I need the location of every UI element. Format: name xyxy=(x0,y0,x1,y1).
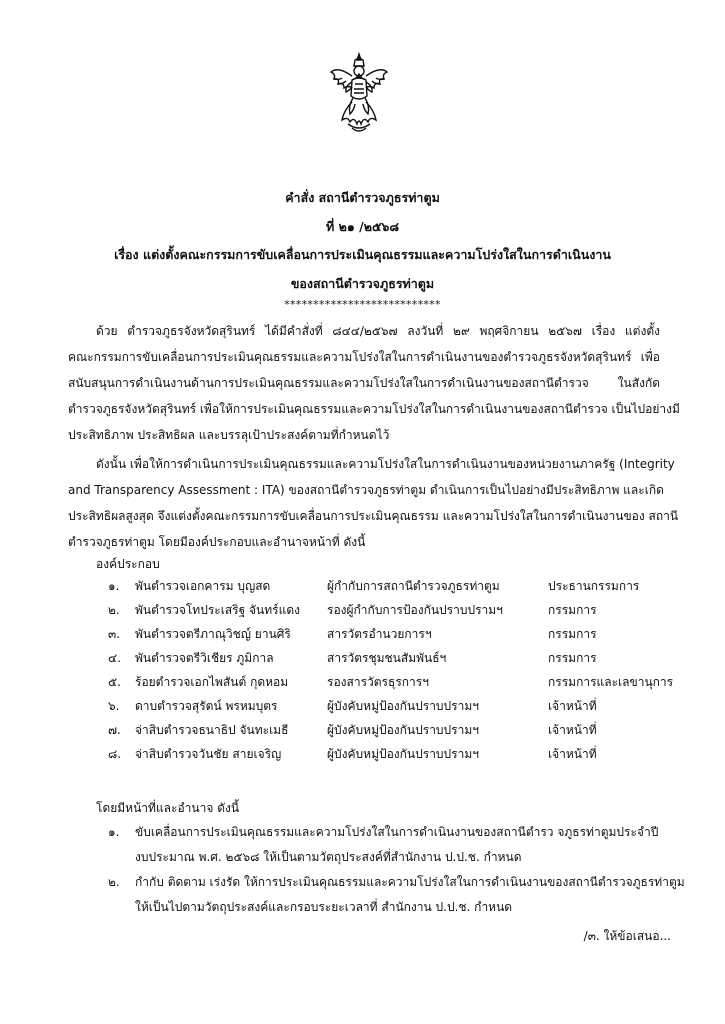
paragraph-line: and Transparency Assessment : ITA) ของสถานีตำรวจภูธรท่าตูม ดำเนินการเป็นไปอย่างมีประสิทธิภาพ และเกิด xyxy=(68,483,664,497)
member-position: ผู้กำกับการสถานีตำรวจภูธรท่าตูม xyxy=(327,579,500,593)
order-subject-continued: ของสถานีตำรวจภูธรท่าตูม xyxy=(290,276,435,291)
member-name: จ่าสิบตำรวจธนาธิป จันทะเมธี xyxy=(135,723,289,737)
member-position: รองผู้กำกับการป้องกันปราบปรามฯ xyxy=(327,603,503,617)
member-position: สารวัตรอำนวยการฯ xyxy=(327,627,432,641)
member-position: ผู้บังคับหมู่ป้องกันปราบปรามฯ xyxy=(327,747,479,761)
member-role: กรรมการ xyxy=(548,603,597,617)
duty-text: ให้เป็นไปตามวัตถุประสงค์และกรอบระยะเวลาที่ สำนักงาน ป.ป.ช. กำหนด xyxy=(135,900,513,914)
member-number: ๑. xyxy=(108,579,120,593)
paragraph-line: ประสิทธิภาพ ประสิทธิผล และบรรลุเป้าประสงค์ตามที่กำหนดไว้ xyxy=(68,428,390,442)
member-number: ๕. xyxy=(108,675,121,689)
member-name: พันตำรวจตรีวิเชียร ภูมิกาล xyxy=(135,651,274,665)
member-role: ประธานกรรมการ xyxy=(548,579,640,593)
paragraph-decision xyxy=(68,451,679,555)
paragraph-line: ด้วย ตำรวจภูธรจังหวัดสุรินทร์ ได้มีคำสั่งที่ ๘๔๔/๒๕๖๗ ลงวันที่ ๒๙ พฤศจิกายน ๒๕๖๗ เรื่อง แต่งตั้ง xyxy=(96,324,660,338)
member-name: ร้อยตำรวจเอกไพสันต์ กุดหอม xyxy=(135,675,289,689)
header-separator: *************************** xyxy=(284,298,441,311)
paragraph-line: ประสิทธิผลสูงสุด จึงแต่งตั้งคณะกรรมการขับเคลื่อนการประเมินคุณธรรม และความโปร่งใสในการดำเนินงานของ สถานี xyxy=(68,509,679,523)
member-role: เจ้าหน้าที่ xyxy=(548,723,597,737)
member-name: พันตำรวจเอกคารม บุญสด xyxy=(135,579,271,593)
duty-number: ๑. xyxy=(108,825,120,839)
member-name: พันตำรวจโทประเสริฐ จันทร์แดง xyxy=(135,603,301,617)
order-title: คำสั่ง สถานีตำรวจภูธรท่าตูม xyxy=(285,190,440,205)
paragraph-line: ตำรวจภูธรจังหวัดสุรินทร์ เพื่อให้การประเมินคุณธรรมและความโปร่งใสในการดำเนินงานของสถานีตำรวจ เป็นไปอย่างมี xyxy=(68,402,680,416)
duty-text: กำกับ ติดตาม เร่งรัด ให้การประเมินคุณธรรมและความโปร่งใสในการดำเนินงานของสถานีตำรวจภูธรท่าตูม xyxy=(135,875,685,889)
member-position: สารวัตรชุมชนสัมพันธ์ฯ xyxy=(327,651,447,665)
paragraph-background xyxy=(68,318,680,448)
member-number: ๒. xyxy=(108,603,120,617)
member-number: ๘. xyxy=(108,747,122,761)
garuda-emblem-icon xyxy=(328,52,390,136)
member-position: รองสารวัตรธุรการฯ xyxy=(327,675,429,689)
member-name: จ่าสิบตำรวจวันชัย สายเจริญ xyxy=(135,747,282,761)
paragraph-line: ดังนั้น เพื่อให้การดำเนินการประเมินคุณธรรมและความโปร่งใสในการดำเนินงานของหน่วยงานภาครัฐ (Integrity xyxy=(96,457,675,471)
members-heading: องค์ประกอบ xyxy=(96,557,160,571)
member-role: เจ้าหน้าที่ xyxy=(548,699,597,713)
member-number: ๓. xyxy=(108,627,121,641)
member-position: ผู้บังคับหมู่ป้องกันปราบปรามฯ xyxy=(327,723,479,737)
member-role: เจ้าหน้าที่ xyxy=(548,747,597,761)
duty-text: ขับเคลื่อนการประเมินคุณธรรมและความโปร่งใสในการดำเนินงานของสถานีตำรว จภูธรท่าตูมประจำปี xyxy=(135,825,659,839)
member-number: ๗. xyxy=(108,723,121,737)
paragraph-line: คณะกรรมการขับเคลื่อนการประเมินคุณธรรมและความโปร่งใสในการดำเนินงานของตำรวจภูธรจังหวัดสุรินทร์ เพื่อ xyxy=(68,350,660,364)
duties-heading: โดยมีหน้าที่และอำนาจ ดังนี้ xyxy=(96,801,240,815)
order-subject: เรื่อง แต่งตั้งคณะกรรมการขับเคลื่อนการประเมินคุณธรรมและความโปร่งใสในการดำเนินงาน xyxy=(114,247,611,262)
order-number: ที่ ๒๑ /๒๕๖๘ xyxy=(326,219,399,234)
duty-number: ๒. xyxy=(108,875,120,889)
member-role: กรรมการ xyxy=(548,651,597,665)
next-page-note: /๓. ให้ข้อเสนอ... xyxy=(583,929,671,943)
paragraph-line: ตำรวจภูธรท่าตูม โดยมีองค์ประกอบและอำนาจหน้าที่ ดังนี้ xyxy=(68,535,366,549)
member-number: ๖. xyxy=(108,699,120,713)
member-role: กรรมการและเลขานุการ xyxy=(548,675,674,689)
member-name: พันตำรวจตรีภาณุวิชญ์ ยานศิริ xyxy=(135,627,291,641)
duty-text: งบประมาณ พ.ศ. ๒๕๖๘ ให้เป็นตามวัตถุประสงค์ที่สำนักงาน ป.ป.ช. กำหนด xyxy=(135,850,522,864)
member-position: ผู้บังคับหมู่ป้องกันปราบปรามฯ xyxy=(327,699,479,713)
member-role: กรรมการ xyxy=(548,627,597,641)
member-name: ดาบตำรวจสุรัตน์ พรหมบุตร xyxy=(135,699,278,713)
paragraph-line: สนับสนุนการดำเนินงานด้านการประเมินคุณธรรมและความโปร่งใสในการดำเนินงานของสถานีตำรวจ ในสังกัด xyxy=(68,376,660,390)
member-number: ๔. xyxy=(108,651,121,665)
